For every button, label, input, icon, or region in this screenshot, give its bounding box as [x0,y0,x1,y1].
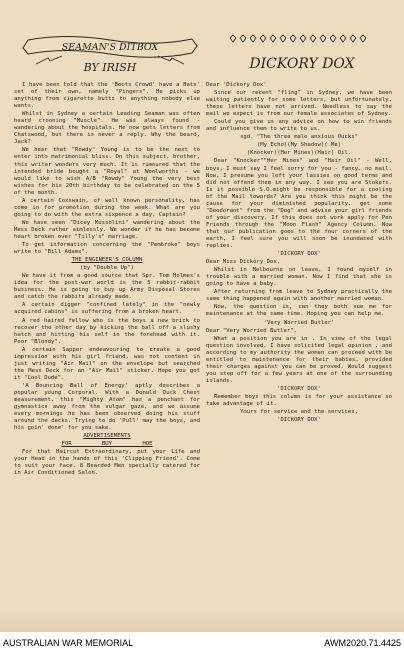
dickory-dox-paragraph: After returning from leave to Sydney practically the same thing happened again with another married woman. [206,289,396,303]
ditbox-paragraph: Whilst in Sydney a certain Leading Seaman was often heard crooning "Muscle". He was always found - wandering about the hospitals. He now gets letters from Chatswood, but there is never a reply. Why the beard, Jack? [14,111,204,146]
ditbox-paragraph: ADVERTISEMENTS [83,433,131,440]
ditbox-paragraph: A certain digger "confined lately" in the "newly acquired cabins" is suffering from a broken heart. [14,302,204,316]
ditbox-paragraph: (by "Double Up") [80,265,134,272]
ditbox-paragraph: A red haired fellow who is the boys a new brick to recover the other day by kicking the ball off a slushy hatch and hitting his self in the forehead with it. Poor "Blondy". [14,317,204,345]
ditbox-paragraph: THE ENGINEER'S COLUMN [71,257,143,264]
archive-institution: AUSTRALIAN WAR MEMORIAL [3,637,134,648]
ditbox-paragraph: I have been told that the 'Boots Crowd' have a Bats' set of their own, namely "Pingers". He picks up anything from cigarette butts to anything nobody else wants. [14,82,204,110]
dickory-dox-paragraph: Remember boys this column is for your assistance so take advantage of it. [206,393,396,408]
ditbox-paragraph: A certain Sapper endeavouring to create a good impression with his girl friend, was not content in just writing "Air Mail" on the envelope but searched the Mess Deck for an "Air Mail" sticker. Hope you got it "Cool Dude". [14,346,204,381]
ditbox-paragraph: For that Haircut Extraordinary, put your Life and your Head in the hands of this 'Clipping Friend'. Come to suit your face. 8 Bearded Men specially catered for in Air Conditioned Salon. [14,449,204,477]
archive-footer [0,632,404,653]
dickory-dox-paragraph: 'DICKORY DOX' [277,385,321,392]
dickory-dox-paragraph: Yours for service and the services, [240,409,358,416]
dickory-dox-paragraph: Dear Miss Dickory Dox, [206,259,281,266]
dickory-dox-paragraph: Dear "Very Worried Butler", [206,327,297,334]
dickory-dox-paragraph: 'Very Worried Butler' [263,319,335,326]
ditbox-paragraph: To get information concerning the "Pembroke" boys write to "Bill Adams". [14,242,204,256]
dickory-dox-paragraph: Since our recent "fling" in Sydney, we have been waiting patiently for some letters, but unfortunately, these letters have not arrived. Needless to say the mail we expect is from our female associates of Sydney. [206,90,396,118]
dickory-dox-paragraph: sgd. "The three male anxious Oucks" [240,134,358,141]
anchor-flourish-left-icon [36,56,62,64]
anchor-flourish-right-icon [158,56,184,64]
seamans-ditbox-banner [22,30,198,76]
dickory-dox-paragraph: Dear "Knocker""Her Mines" and "Hair Oil" - Well, boys, I must say I feel sorry for you - fancy, no mail. Now, I presume you left your lassies on good terms and did not offend them in any way. I see you are Stokers. Is it possible S.O.might be responsible for a cooling of the Mail towards? Are you think this might be the cause for your diminished popularity, get some "Deodorant" from the "Dog" and advise your girl friends of your discovery. If this does not work apply for Pen Friends through the "Moon Flash" Agency Column. Now that our publication goes to the four corners of the earth, I feel sure you will soon be inundated with replies. [206,158,396,250]
ditbox-paragraph: A certain Coxswain, of well known personality, has come in for promotion during the week. What are you going to do with the extra sixpence a day, Captain? [14,197,204,218]
ditbox-paragraph: We have it from a good source that Spr. Tom Holmes's idea for the post-war world is the 5 rabbit-rabbit business. He is going to buy up Army Disposal Stores and catch the rabbits already made. [14,273,204,301]
banner-title-line2: BY IRISH [83,61,137,74]
dickory-dox-paragraph: 'DICKORY DOX' [277,417,321,424]
dickory-dox-paragraph: (My Echo)(My Shadow)( Me) [256,142,342,149]
ditbox-paragraph: We hear that "Rowdy" Young is to be the next to enter into matrimonial bliss. On this subject, brother, this writer wonders very much. It is rumoured that the intended bride bought a "Royal" at Woolworths - we would like to wish A/B "Rowdy" Young the very best wishes for his 20th birthday to be celebrated on the 5 of the month. [14,147,204,196]
dickory-dox-paragraph: (Knocker)(Her Mines)(Hair) Oil. [246,150,352,157]
dickory-dox-paragraph: 'DICKORY DOX' [277,251,321,258]
banner-title-line1: SEAMAN'S DITBOX [61,42,159,53]
dickory-dox-paragraph: Could you give us any advice on how to win friends and influence them to write to us. [206,119,396,133]
dickory-dox-column [206,82,396,425]
seamans-ditbox-column [14,82,204,479]
archive-accession-number: AWM2020.71.4425 [324,637,401,648]
ditbox-paragraph: FOR BUY HOE [61,441,153,448]
ditbox-paragraph: We have seen "Dicey Mussolini" wandering about the Mess Deck rather aimlessly. We wonder if he has become heart broken over "Tilly's" marriage. [14,219,204,240]
dickory-dox-paragraph: Whilst in Melbourne on leave, I found myself in trouble with a married woman. Now I find that she is going to have a baby. [206,267,396,288]
dickory-dox-banner [214,30,390,76]
dickory-dox-paragraph: Now, the question is, can they both sue me for maintenance at the same time. Hoping you can help me. [206,304,396,318]
dickory-dox-title: DICKORY DOX [249,56,355,72]
dickory-dox-paragraph: What a position you are in . In view of the legal question involved, I have solicited legal opinion , and according to my authority the women can proceed with be entitled to maintenance for their babies, provided their charges against you can be proved. Would suggest you step off for a few years at one of the surrounding islands. [206,335,396,384]
ditbox-paragraph: 'A Bouncing Ball of Energy' aptly describes a popular young Corporal. With a Donald Duck Chest measurement, this "Mighty Atom" has a penchant for gymnastics away from the vulgar gaze, and we assume every mornings he has been observed doing his stuff around the decks. Trying to do 'Pull' may the boys, and his goin' done' for you sake. [14,382,204,432]
heart-row-icon [230,35,366,42]
page-edge-shadow [0,610,404,632]
dickory-dox-paragraph: Dear 'Dickory Dox' [206,82,267,88]
